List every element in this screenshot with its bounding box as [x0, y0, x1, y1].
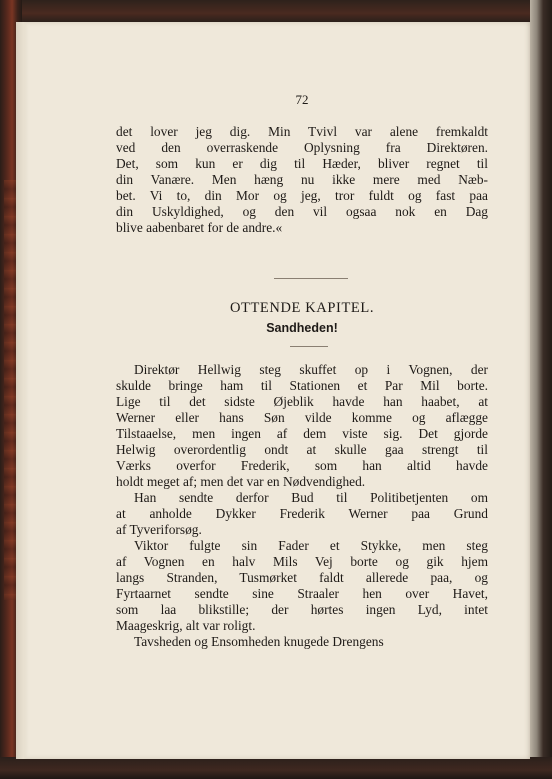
book-page [16, 22, 530, 759]
body-line: Tavsheden og Ensomheden knugede Drengens [134, 634, 384, 649]
body-line: at anholde Dykker Frederik Werner paa Grund [116, 506, 488, 521]
body-line: Lige til det sidste Øjeblik havde han haabet, at [116, 394, 488, 409]
body-line: skulde bringe ham til Stationen et Par Mil borte. [116, 378, 488, 393]
body-line: langs Stranden, Tusmørket faldt allerede paa, og [116, 570, 488, 585]
body-line: Viktor fulgte sin Fader et Stykke, men steg [134, 538, 488, 553]
book-top-edge [0, 0, 552, 22]
book-right-edge [530, 0, 552, 779]
body-line: Helwig overordentlig ondt at skulle gaa strengt til [116, 442, 488, 457]
body-line: Værks overfor Frederik, som han altid havde [116, 458, 488, 473]
page-gutter [16, 22, 28, 759]
body-line: Tilstaaelse, men ingen af dem viste sig. Det gjorde [116, 426, 488, 441]
body-line: Direktør Hellwig steg skuffet op i Vognen, der [134, 362, 488, 377]
top-paragraph-line: det lover jeg dig. Min Tvivl var alene fremkaldt [116, 124, 488, 139]
chapter-top-rule [274, 278, 348, 279]
top-paragraph-line: din Uskyldighed, og den vil ogsaa nok en Dag [116, 204, 488, 219]
chapter-subtitle: Sandheden! [266, 321, 338, 335]
top-paragraph-line: bet. Vi to, din Mor og jeg, tror fuldt og fast paa [116, 188, 488, 203]
book-bottom-edge [0, 757, 552, 779]
page-number: 72 [295, 92, 309, 107]
chapter-title: OTTENDE KAPITEL. [229, 300, 375, 316]
body-line: af Vognen en halv Mils Vej borte og gik hjem [116, 554, 488, 569]
body-line: af Tyveriforsøg. [116, 522, 202, 537]
body-line: Werner eller hans Søn vilde komme og aflægge [116, 410, 488, 425]
body-line: Fyrtaarnet sendte sine Straaler hen over Havet, [116, 586, 488, 601]
top-paragraph-line: din Vanære. Men hæng nu ikke mere med Næb- [116, 172, 488, 187]
body-line: Maageskrig, alt var roligt. [116, 618, 256, 633]
top-paragraph-line: Det, som kun er dig til Hæder, bliver regnet til [116, 156, 488, 171]
body-line: som laa blikstille; der hørtes ingen Lyd, intet [116, 602, 488, 617]
top-paragraph-line: ved den overraskende Oplysning fra Direktøren. [116, 140, 488, 155]
body-line: Han sendte derfor Bud til Politibetjenten om [134, 490, 488, 505]
top-paragraph-line: blive aabenbaret for de andre.« [116, 220, 283, 235]
chapter-bottom-rule [290, 346, 328, 347]
body-line: holdt meget af; men det var en Nødvendighed. [116, 474, 366, 489]
